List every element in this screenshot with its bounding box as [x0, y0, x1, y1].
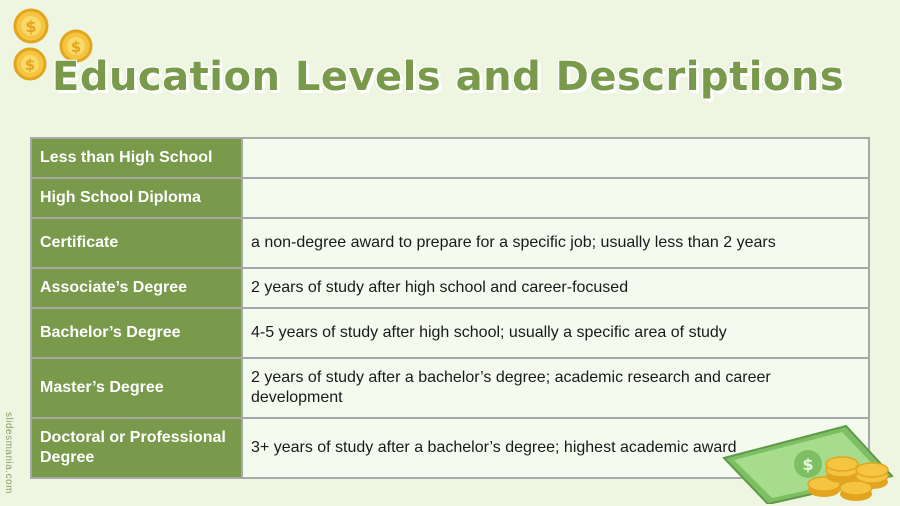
- watermark: slidesmania.com: [3, 412, 14, 494]
- page-title: Education Levels and Descriptions: [52, 54, 845, 100]
- table-row: [31, 358, 869, 418]
- level-description: a non-degree award to prepare for a specific job; usually less than 2 years: [242, 218, 869, 268]
- table-row: [31, 308, 869, 358]
- svg-text:$: $: [802, 455, 814, 474]
- level-label: Certificate: [31, 218, 242, 268]
- level-description: 4-5 years of study after high school; usually a specific area of study: [242, 308, 869, 358]
- table-row: [31, 138, 869, 178]
- level-label: Doctoral or Professional Degree: [31, 418, 242, 478]
- level-label: Associate’s Degree: [31, 268, 242, 308]
- table-row: [31, 218, 869, 268]
- level-description: [242, 178, 869, 218]
- table-row: [31, 178, 869, 218]
- svg-text:$: $: [24, 56, 36, 74]
- coin-icon: [15, 10, 47, 42]
- level-label: Master’s Degree: [31, 358, 242, 418]
- svg-text:$: $: [70, 38, 82, 56]
- level-description: [242, 138, 869, 178]
- svg-text:$: $: [25, 17, 37, 36]
- level-description: 2 years of study after high school and career-focused: [242, 268, 869, 308]
- table-row: [31, 268, 869, 308]
- level-description: 2 years of study after a bachelor’s degree; academic research and career development: [242, 358, 869, 418]
- cash-and-coins-icon: [716, 418, 898, 504]
- level-label: Bachelor’s Degree: [31, 308, 242, 358]
- level-description: 3+ years of study after a bachelor’s degree; highest academic award: [242, 418, 869, 478]
- coin-icon: [15, 49, 45, 79]
- level-label: Less than High School: [31, 138, 242, 178]
- level-label: High School Diploma: [31, 178, 242, 218]
